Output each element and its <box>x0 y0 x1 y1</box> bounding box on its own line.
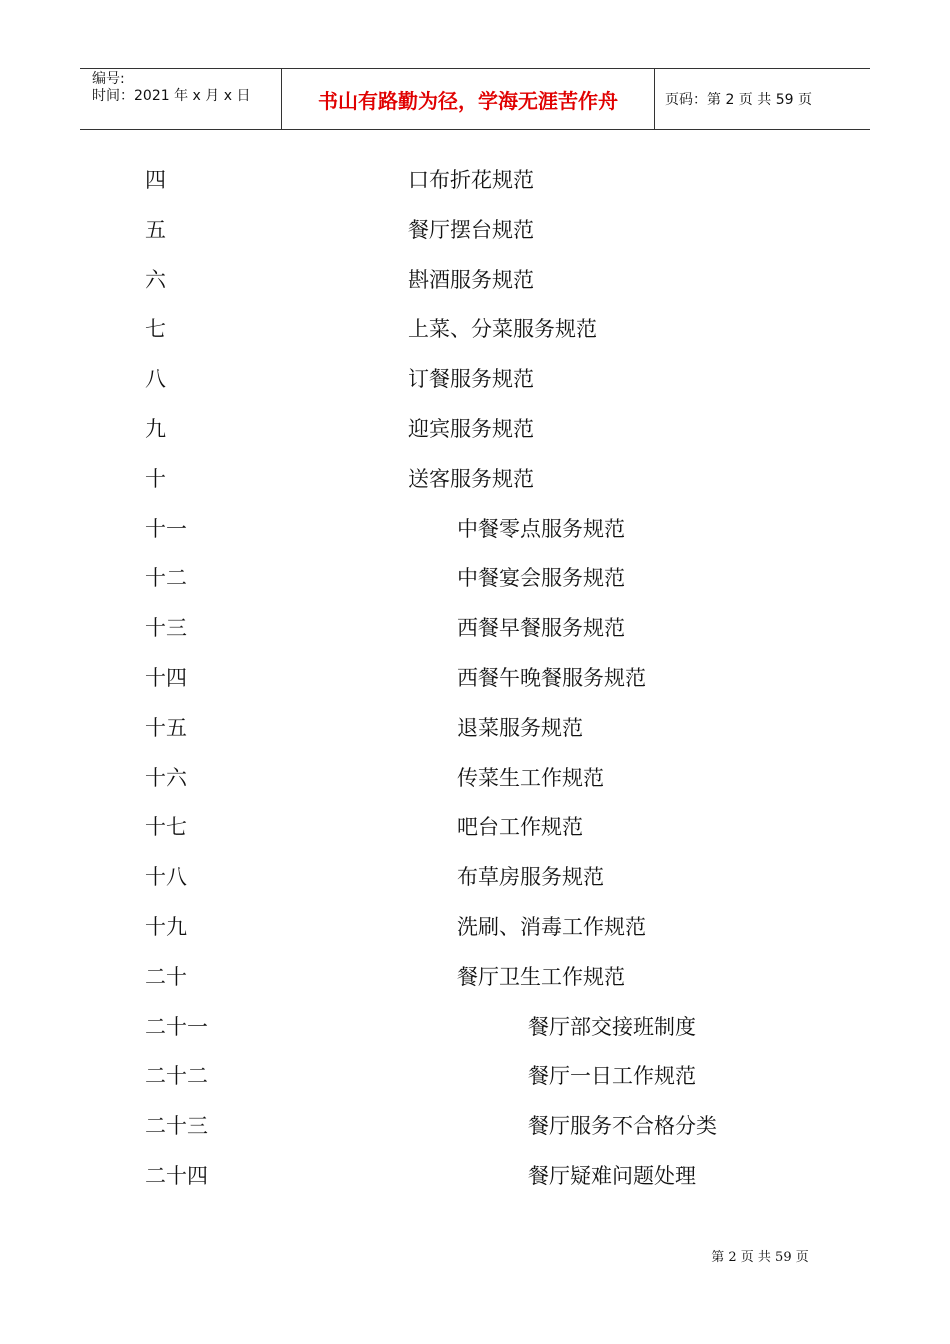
toc-number: 二十 <box>145 964 187 989</box>
toc-entry <box>0 563 950 593</box>
toc-number: 十 <box>145 466 166 491</box>
toc-entry <box>0 464 950 494</box>
toc-entry <box>0 763 950 793</box>
toc-entry <box>0 613 950 643</box>
toc-number: 二十一 <box>145 1014 208 1039</box>
toc-number: 十二 <box>145 566 187 591</box>
time-label: 时间：2021 年 x 月 x 日 <box>92 88 251 104</box>
page-footer: 第 2 页 共 59 页 <box>711 1250 809 1265</box>
toc-entry <box>0 1111 950 1141</box>
toc-title: 洗刷、消毒工作规范 <box>457 915 646 939</box>
page-header <box>80 68 870 130</box>
toc-number: 八 <box>145 367 166 392</box>
toc-entry <box>0 215 950 245</box>
toc-entry <box>0 663 950 693</box>
toc-title: 上菜、分菜服务规范 <box>408 317 597 342</box>
toc-number: 十四 <box>145 666 187 690</box>
toc-title: 西餐午晚餐服务规范 <box>457 666 646 690</box>
toc-number: 十七 <box>145 815 187 840</box>
toc-title: 吧台工作规范 <box>457 815 583 840</box>
toc-number: 二十二 <box>145 1064 208 1089</box>
toc-entry <box>0 1061 950 1091</box>
header-meta <box>80 69 281 129</box>
header-motto-cell <box>281 69 655 129</box>
toc-entry <box>0 314 950 344</box>
toc-entry <box>0 962 950 992</box>
toc-title: 订餐服务规范 <box>408 367 534 392</box>
toc-number: 二十三 <box>145 1114 208 1139</box>
toc-entry <box>0 414 950 444</box>
toc-number: 四 <box>145 168 166 192</box>
toc-title: 餐厅服务不合格分类 <box>528 1114 717 1139</box>
toc-title: 送客服务规范 <box>408 466 534 491</box>
toc-title: 中餐宴会服务规范 <box>457 566 625 591</box>
header-page-info: 页码：第 2 页 共 59 页 <box>665 92 812 108</box>
toc-number: 十六 <box>145 765 187 790</box>
toc-entry <box>0 514 950 544</box>
toc-entry <box>0 265 950 295</box>
toc-entry <box>0 1161 950 1191</box>
toc-entry <box>0 713 950 743</box>
motto: 书山有路勤为径，学海无涯苦作舟 <box>318 88 618 113</box>
toc-number: 六 <box>145 267 166 292</box>
toc-entry <box>0 165 950 195</box>
toc-number: 十八 <box>145 865 187 890</box>
toc-title: 退菜服务规范 <box>457 715 583 740</box>
toc-title: 迎宾服务规范 <box>408 417 534 441</box>
toc-entry <box>0 912 950 942</box>
toc-title: 餐厅疑难问题处理 <box>528 1164 696 1188</box>
toc-number: 十五 <box>145 715 187 740</box>
toc-entry <box>0 364 950 394</box>
toc-title: 斟酒服务规范 <box>408 267 534 292</box>
toc-title: 中餐零点服务规范 <box>457 516 625 541</box>
toc-title: 口布折花规范 <box>408 168 534 192</box>
toc-number: 九 <box>145 417 166 441</box>
toc-title: 布草房服务规范 <box>457 865 604 890</box>
toc-number: 五 <box>145 217 166 242</box>
toc-number: 十三 <box>145 616 187 641</box>
toc-title: 餐厅卫生工作规范 <box>457 964 625 989</box>
code-label: 编号: <box>92 71 125 87</box>
toc-entry <box>0 862 950 892</box>
toc-number: 七 <box>145 317 166 342</box>
toc-title: 传菜生工作规范 <box>457 765 604 790</box>
toc-number: 十九 <box>145 915 187 939</box>
toc-title: 餐厅摆台规范 <box>408 217 534 242</box>
toc-title: 餐厅部交接班制度 <box>528 1014 696 1039</box>
toc-entry <box>0 812 950 842</box>
toc-title: 餐厅一日工作规范 <box>528 1064 696 1089</box>
toc-entry <box>0 1012 950 1042</box>
toc-title: 西餐早餐服务规范 <box>457 616 625 641</box>
toc-number: 十一 <box>145 516 187 541</box>
toc-number: 二十四 <box>145 1164 208 1188</box>
